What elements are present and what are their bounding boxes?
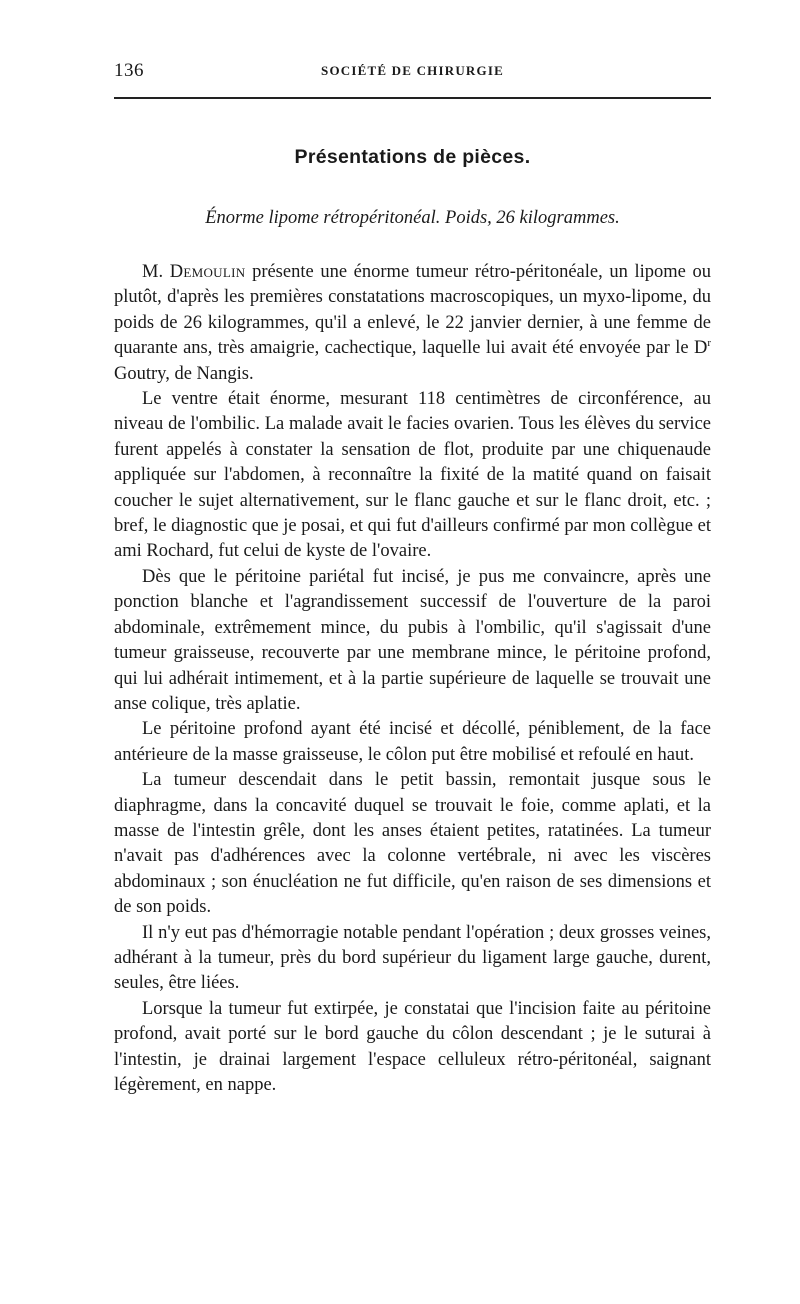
author-name: Demoulin xyxy=(169,262,246,282)
paragraph-tail: Goutry, de Nangis. xyxy=(114,363,254,384)
page-number: 136 xyxy=(114,60,144,81)
doctor-title: D xyxy=(693,338,708,359)
section-title: Présentations de pièces. xyxy=(294,146,531,168)
doctor-title-superscript: r xyxy=(707,337,711,350)
article-subtitle: Énorme lipome rétropéritonéal. Poids, 26 kilogrammes. xyxy=(205,208,620,228)
paragraph: Le péritoine profond ayant été incisé et décollé, péniblement, de la face antérieure de la masse graisseuse, le côlon put être mobilisé et refoulé en haut. xyxy=(114,719,711,765)
author-prefix: M. xyxy=(142,262,164,282)
paragraph: Lorsque la tumeur fut extirpée, je constatai que l'incision faite au péritoine profond, avait porté sur le bord gauche du côlon descendant ; je le suturai à l'intestin, je drainai largement l'espace celluleux rétro-péritonéal, saignant légèrement, en nappe. xyxy=(114,998,711,1095)
paragraph: Le ventre était énorme, mesurant 118 centimètres de circonférence, au niveau de l'ombilic. La malade avait le facies ovarien. Tous les élèves du service furent appelés à constater la sensation de flot, produite par une chiquenaude appliquée sur l'abdomen, à reconnaître la fixité de la matité quand on faisait coucher le sujet alternativement, sur le flanc gauche et sur le flanc droit, etc. ; bref, le diagnostic que je posai, et qui fut d'ailleurs confirmé par mon collègue et ami Rochard, fut celui de kyste de l'ovaire. xyxy=(114,389,711,562)
paragraph xyxy=(114,260,711,387)
running-head xyxy=(114,60,711,86)
paragraph: Il n'y eut pas d'hémorragie notable pendant l'opération ; deux grosses veines, adhérant à la tumeur, près du bord supérieur du ligament large gauche, durent, seules, être liées. xyxy=(114,922,711,994)
paragraph: Dès que le péritoine pariétal fut incisé, je pus me convaincre, après une ponction blanche et l'agrandissement successif de l'ouverture de la paroi abdominale, extrêmement mince, du pubis à l'ombilic, qu'il s'agissait d'une tumeur graisseuse, recouverte par une membrane mince, le péritoine profond, qui lui adhérait intimement, et à la partie supérieure de laquelle se trouvait une anse colique, très aplatie. xyxy=(114,566,711,714)
article-body xyxy=(114,260,711,1098)
paragraph: La tumeur descendait dans le petit bassin, remontait jusque sous le diaphragme, dans la concavité duquel se trouvait le foie, comme aplati, et la masse de l'intestin grêle, dont les anses étaient petites, ratatinées. La tumeur n'avait pas d'adhérences avec la colonne vertébrale, ni avec les viscères abdominaux ; son énucléation ne fut difficile, qu'en raison de ses dimensions et de son poids. xyxy=(114,770,711,918)
paragraph-text: présente une énorme tumeur rétro-péritonéale, un lipome ou plutôt, d'après les premières constatations macroscopiques, un myxo-lipome, du poids de 26 kilogrammes, qu'il a enlevé, le 22 janvier dernier, à une femme de quarante ans, très amaigrie, cachectique, laquelle lui avait été envoyée par le xyxy=(114,262,712,359)
header-rule xyxy=(114,97,711,99)
journal-title: SOCIÉTÉ DE CHIRURGIE xyxy=(321,63,504,78)
